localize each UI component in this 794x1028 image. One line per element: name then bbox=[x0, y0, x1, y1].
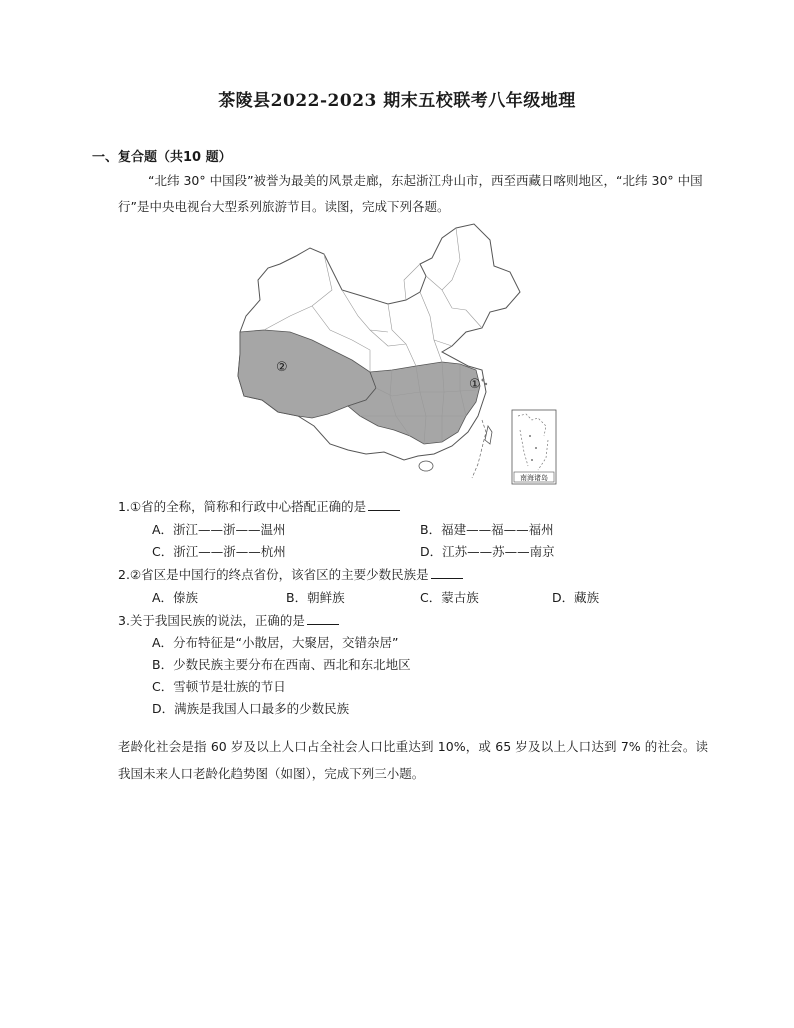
q3-option-d: D．满族是我国人口最多的少数民族 bbox=[152, 701, 350, 716]
south-china-sea-inset bbox=[512, 410, 556, 484]
q2-option-c: C．蒙古族 bbox=[420, 590, 479, 605]
q1-option-a: A．浙江——浙——温州 bbox=[152, 522, 286, 537]
q2-option-b: B．朝鲜族 bbox=[286, 590, 345, 605]
section-heading: 一、复合题（共10 题） bbox=[92, 150, 232, 165]
q2-option-d: D．藏族 bbox=[552, 590, 600, 605]
question-2 bbox=[118, 565, 463, 583]
q3-option-b: B．少数民族主要分布在西南、西北和东北地区 bbox=[152, 657, 411, 672]
q3-option-c: C．雪顿节是壮族的节日 bbox=[152, 679, 286, 694]
page-title: 茶陵县2022-2023 期末五校联考八年级地理 bbox=[218, 91, 576, 111]
marker-2: ② bbox=[276, 360, 288, 375]
sea-boundary-line bbox=[472, 420, 486, 478]
question-3-stem: 3.关于我国民族的说法，正确的是 bbox=[118, 613, 305, 628]
q2-option-a: A．傣族 bbox=[152, 590, 199, 605]
aging-paragraph: 老龄化社会是指 60 岁及以上人口占全社会人口比重达到 10%，或 65 岁及以上人口达到 7% 的社会。读我国未来人口老龄化趋势图（如图），完成下列三小题。 bbox=[118, 739, 708, 781]
hainan-island bbox=[419, 461, 433, 471]
inset-label: 南海诸岛 bbox=[520, 474, 548, 482]
q1-option-d: D．江苏——苏——南京 bbox=[420, 544, 555, 559]
answer-blank bbox=[307, 623, 339, 625]
intro-paragraph: “北纬 30° 中国段”被誉为最美的风景走廊，东起浙江舟山市，西至西藏日喀则地区，“北纬 30° 中国行”是中央电视台大型系列旅游节目。读图，完成下列各题。 bbox=[118, 173, 703, 214]
question-3 bbox=[118, 611, 339, 629]
question-2-stem: 2.②省区是中国行的终点省份，该省区的主要少数民族是 bbox=[118, 567, 429, 582]
marker-1: ① bbox=[469, 377, 481, 392]
zhoushan-islands bbox=[482, 379, 485, 382]
china-map bbox=[220, 220, 560, 486]
answer-blank bbox=[431, 577, 463, 579]
question-1-stem: 1.①省的全称，简称和行政中心搭配正确的是 bbox=[118, 499, 367, 514]
q3-option-a: A．分布特征是“小散居，大聚居，交错杂居” bbox=[152, 635, 399, 650]
taiwan-island bbox=[485, 426, 492, 444]
q1-option-c: C．浙江——浙——杭州 bbox=[152, 544, 286, 559]
answer-blank bbox=[368, 509, 400, 511]
q1-option-b: B．福建——福——福州 bbox=[420, 522, 554, 537]
question-1 bbox=[118, 497, 400, 515]
